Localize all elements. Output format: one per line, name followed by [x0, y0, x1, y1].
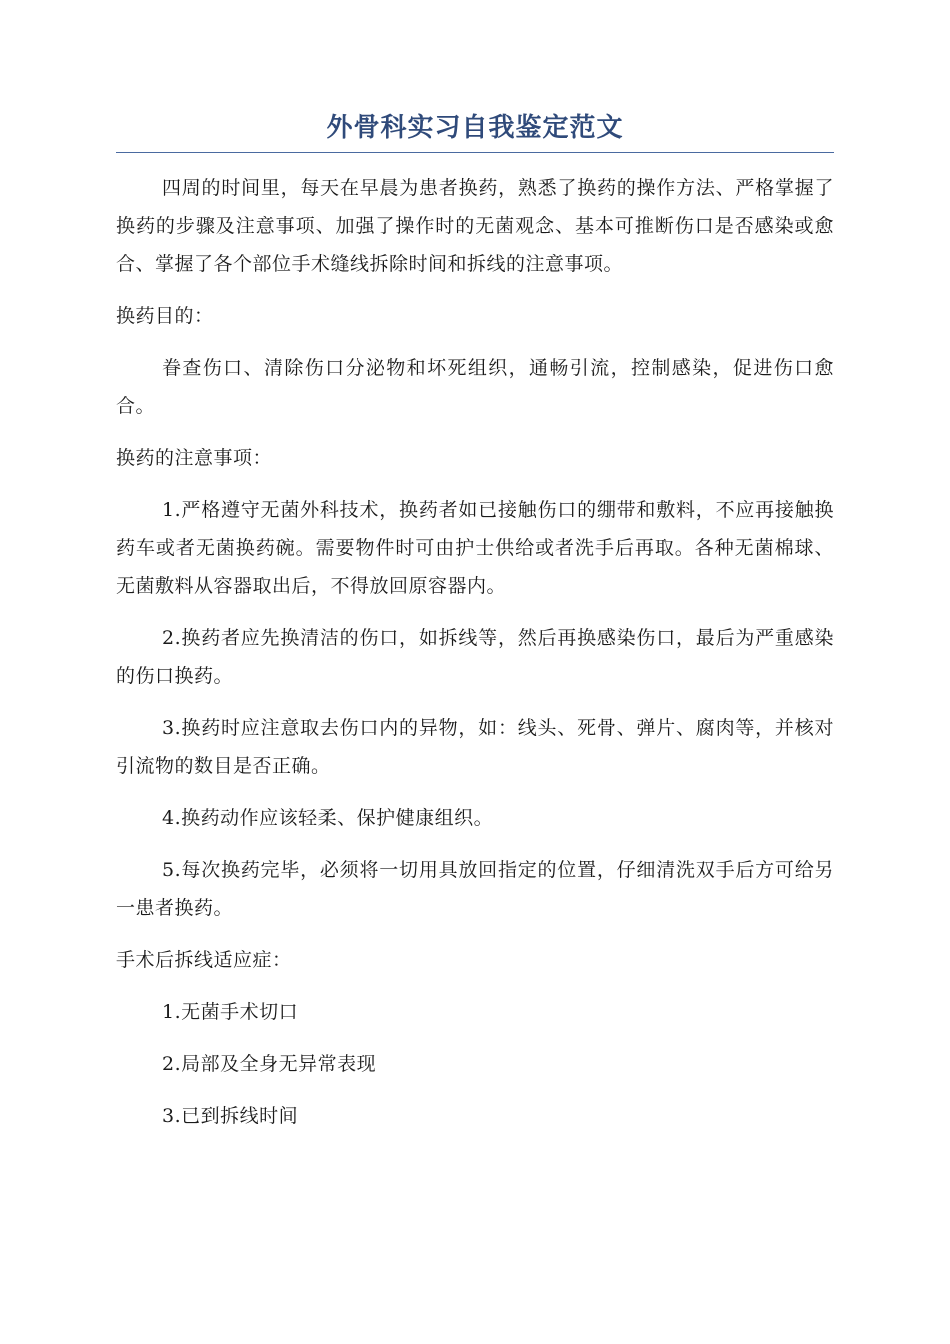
indication-item: 2.局部及全身无异常表现: [162, 1053, 377, 1075]
title-underline: [116, 152, 834, 153]
precaution-item: 5.每次换药完毕，必须将一切用具放回指定的位置，仔细清洗双手后方可给另一患者换药。: [116, 859, 834, 919]
precaution-item: 3.换药时应注意取去伤口内的异物，如：线头、死骨、弹片、腐肉等，并核对引流物的数目是否正确。: [116, 717, 834, 777]
purpose-paragraph: 眷查伤口、清除伤口分泌物和坏死组织，通畅引流，控制感染，促进伤口愈合。: [116, 357, 834, 417]
precaution-item: 4.换药动作应该轻柔、保护健康组织。: [162, 807, 494, 829]
section-heading-suture-removal: 手术后拆线适应症：: [116, 949, 292, 971]
intro-paragraph: 四周的时间里，每天在早晨为患者换药，熟悉了换药的操作方法、严格掌握了换药的步骤及注意事项、加强了操作时的无菌观念、基本可推断伤口是否感染或愈合、掌握了各个部位手术缝线拆除时间和拆线的注意事项。: [116, 177, 834, 275]
precaution-item: 1.严格遵守无菌外科技术，换药者如已接触伤口的绷带和敷料，不应再接触换药车或者无菌换药碗。需要物件时可由护士供给或者洗手后再取。各种无菌棉球、无菌敷料从容器取出后，不得放回原容器内。: [116, 499, 834, 597]
section-heading-precautions: 换药的注意事项：: [116, 447, 273, 469]
precaution-item: 2.换药者应先换清洁的伤口，如拆线等，然后再换感染伤口，最后为严重感染的伤口换药。: [116, 627, 834, 687]
document-title: 外骨科实习自我鉴定范文: [326, 113, 624, 143]
section-heading-purpose: 换药目的：: [116, 305, 214, 327]
indication-item: 3.已到拆线时间: [162, 1105, 299, 1127]
document-page: [116, 108, 834, 1149]
indication-item: 1.无菌手术切口: [162, 1001, 299, 1023]
